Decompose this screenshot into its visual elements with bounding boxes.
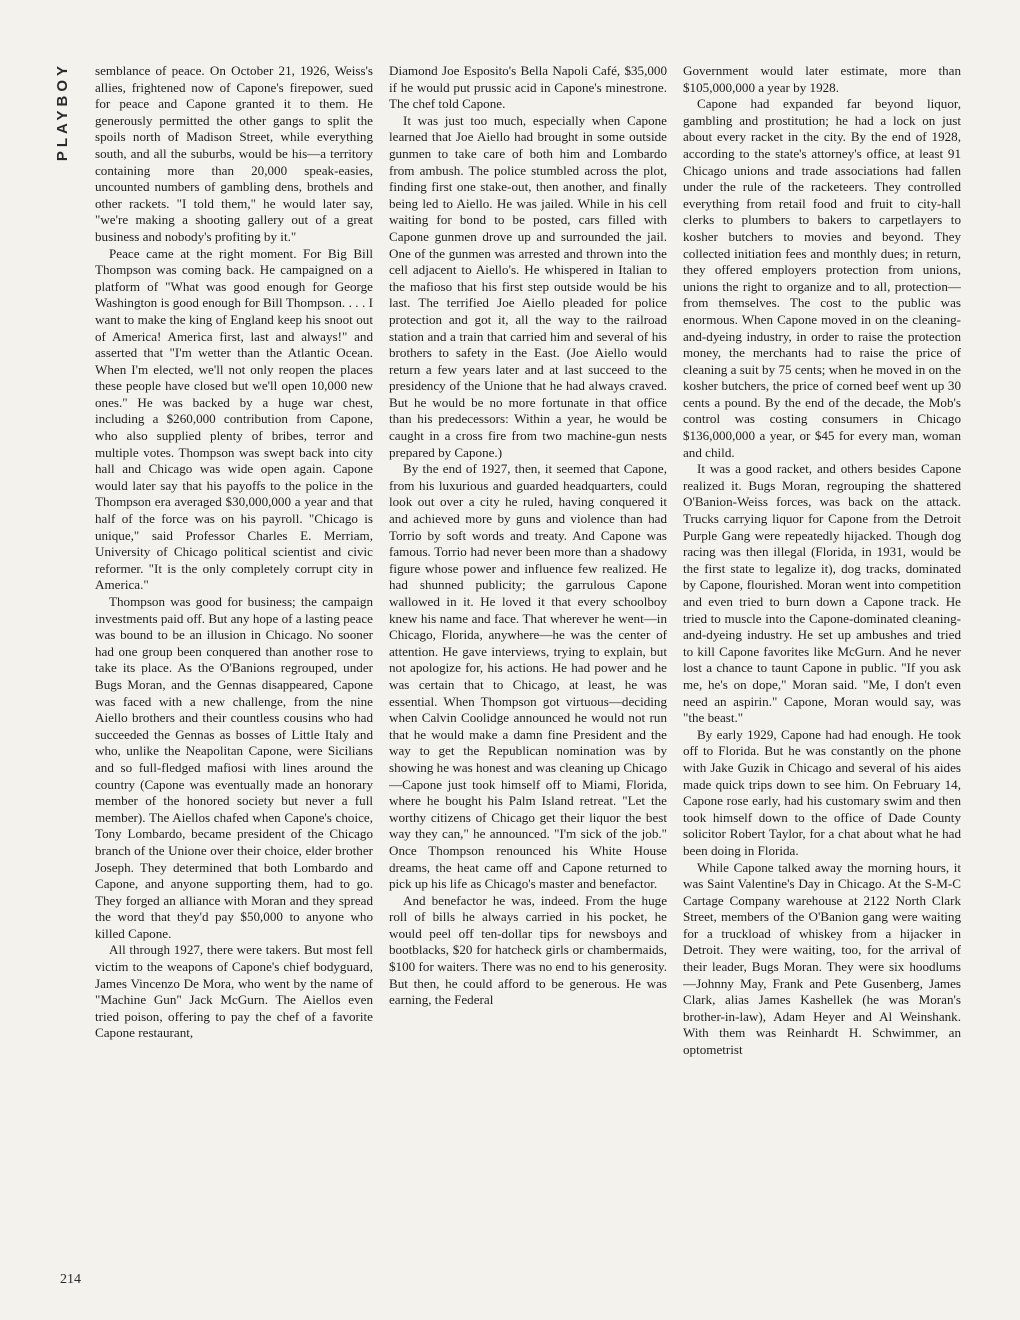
text-column-1: [95, 63, 373, 1278]
paragraph: By early 1929, Capone had had enough. He took off to Florida. But he was constantly on the phone with Jake Guzik in Chicago and several of his aides made quick trips down to see him. On February 14, Capone rose early, had his customary swim and then took himself down to the office of Dade County solicitor Robert Taylor, for a chat about what he had been doing in Florida.: [683, 726, 961, 858]
text-column-2: [389, 63, 667, 1278]
paragraph: By the end of 1927, then, it seemed that Capone, from his luxurious and guarded headquarters, could look out over a city he ruled, having conquered it and achieved more by guns and violence than had Torrio by soft words and treaty. And Capone was famous. Torrio had never been more than a shadowy figure whose power and influence few realized. He had shunned publicity; the garrulous Capone wallowed in it. He loved it that every schoolboy knew his name and face. That wherever he went—in Chicago, Florida, anywhere—he was the center of attention. He gave interviews, trying to explain, but not apologize for, his actions. He had power and he was certain that to Chicago, at least, he was essential. When Thompson got virtuous—deciding when Calvin Coolidge announced he would not run that he would make a damn fine President and the way to get the Republican nomination was by showing he was honest and was cleaning up Chicago—Capone just took himself off to Miami, Florida, where he bought his Palm Island retreat. "Let the worthy citizens of Chicago get their liquor the best way they can," he announced. "I'm sick of the job." Once Thompson renounced his White House dreams, the heat came off and Capone returned to pick up his life as Chicago's master and benefactor.: [389, 461, 667, 892]
paragraph: It was a good racket, and others besides Capone realized it. Bugs Moran, regrouping the shattered O'Banion-Weiss forces, was back on the attack. Trucks carrying liquor for Capone from the Detroit Purple Gang were repeatedly hijacked. Though dog racing was then illegal (Florida, in 1931, would be the first state to legalize it), dog tracks, dominated by Capone, flourished. Moran went into competition and even tried to burn down a Capone track. He tried to muscle into the Capone-dominated cleaning-and-dyeing industry. He set up ambushes and tried to kill Capone favorites like McGurn. And he never lost a chance to taunt Capone in public. "If you ask me, he's on dope," Moran said. "Me, I don't even need an aspirin." Capone, Moran would say, was "the beast.": [683, 461, 961, 726]
paragraph: Capone had expanded far beyond liquor, gambling and prostitution; he had a lock on just about every racket in the city. By the end of 1928, according to the state's attorney's office, at least 91 Chicago unions and trade associations had fallen under the rule of the racketeers. They controlled everything from retail food and fruit to city-hall clerks to plumbers to bakers to carpetlayers to kosher butchers to movies and beyond. They collected initiation fees and monthly dues; in return, they offered employers protection from unions, unions the right to organize and to all, protection—from themselves. The cost to the public was enormous. When Capone moved in on the cleaning-and-dyeing industry, in order to raise the protection money, the merchants had to raise the price of cleaning a suit by 75 cents; when he moved in on the kosher butchers, the price of corned beef went up 30 cents a pound. By the end of the decade, the Mob's control was costing consumers in Chicago $136,000,000 a year, or $45 for every man, woman and child.: [683, 96, 961, 460]
paragraph: Peace came at the right moment. For Big Bill Thompson was coming back. He campaigned on a platform of "What was good enough for George Washington is good enough for Bill Thompson. . . . I want to make the king of England keep his snoot out of America! America first, last and always!" and asserted that "I'm wetter than the Atlantic Ocean. When I'm elected, we'll not only reopen the places these people have closed but we'll open 10,000 new ones." He was backed by a huge war chest, including a $260,000 contribution from Capone, who also supplied plenty of bribes, terror and multiple votes. Thompson was swept back into city hall and Chicago was wide open again. Capone would later say that his payoffs to the police in the Thompson era averaged $30,000,000 a year and that half of the force was on his payroll. "Chicago is unique," said Professor Charles E. Merriam, University of Chicago political scientist and civic reformer. "It is the only completely corrupt city in America.": [95, 245, 373, 593]
paragraph: All through 1927, there were takers. But most fell victim to the weapons of Capone's chief bodyguard, James Vincenzo De Mora, who went by the name of "Machine Gun" Jack McGurn. The Aiellos even tried poison, offering to pay the chef of a favorite Capone restaurant,: [95, 942, 373, 1041]
paragraph: And benefactor he was, indeed. From the huge roll of bills he always carried in his pocket, he would peel off ten-dollar tips for newsboys and bootblacks, $20 for hatcheck girls or chambermaids, $100 for waiters. There was no end to his generosity. But then, he could afford to be generous. He was earning, the Federal: [389, 892, 667, 1008]
magazine-running-head: PLAYBOY: [54, 62, 71, 162]
paragraph: Government would later estimate, more than $105,000,000 a year by 1928.: [683, 63, 961, 95]
text-column-3: [683, 63, 961, 1278]
page-number: 214: [60, 1272, 81, 1287]
paragraph: It was just too much, especially when Capone learned that Joe Aiello had brought in some outside gunmen to take care of both him and Lombardo from ambush. The police stumbled across the plot, finding first one stake-out, then another, and finally being led to Aiello. He was jailed. While in his cell waiting for bond to be posted, cars filled with Capone gunmen drove up and surrounded the jail. One of the gunmen was arrested and thrown into the cell adjacent to Aiello's. He whispered in Italian to the mafioso that his first step outside would be his last. The terrified Joe Aiello pleaded for police protection and got it, all the way to the railroad station and a train that carried him and several of his brothers to safety in the East. (Joe Aiello would return a few years later and at last succeed to the presidency of the Unione that he had always craved. But he would be no more fortunate in that office than his predecessors: Within a year, he would be caught in a cross fire from two machine-gun nests prepared by Capone.): [389, 112, 667, 460]
paragraph: While Capone talked away the morning hours, it was Saint Valentine's Day in Chicago. At the S-M-C Cartage Company warehouse at 2122 North Clark Street, members of the O'Banion gang were waiting for a truckload of whiskey from a hijacker in Detroit. They were waiting, too, for the arrival of their leader, Bugs Moran. They were six hoodlums—Johnny May, Frank and Pete Gusenberg, James Clark, alias James Kashellek (he was Moran's brother-in-law), Adam Heyer and Al Weinshank. With them was Reinhardt H. Schwimmer, an optometrist: [683, 859, 961, 1058]
paragraph: Thompson was good for business; the campaign investments paid off. But any hope of a lasting peace was bound to be an illusion in Chicago. No sooner had one group been conquered than another rose to take its place. As the O'Banions regrouped, under Bugs Moran, and the Gennas disappeared, Capone was faced with a new challenge, from the nine Aiello brothers and their countless cousins who had succeeded the Gennas as bosses of Little Italy and who, unlike the Neapolitan Capone, were Sicilians and so full-fledged mafiosi with lines around the country (Capone was eventually made an honorary member of the honored society but never a full member). The Aiellos chafed when Capone's choice, Tony Lombardo, became president of the Chicago branch of the Unione over their choice, elder brother Joseph. They determined that both Lombardo and Capone, and anyone supporting them, had to go. They forged an alliance with Moran and they spread the word that they'd pay $50,000 to anyone who killed Capone.: [95, 594, 373, 941]
paragraph: semblance of peace. On October 21, 1926, Weiss's allies, frightened now of Capone's firepower, sued for peace and Capone granted it to them. He generously permitted the other gangs to split the spoils north of Madison Street, while everything south, and all the suburbs, would be his—a territory containing more than 20,000 speak-easies, uncounted numbers of gambling dens, brothels and other rackets. "I told them," he would later say, "we're making a shooting gallery out of a great business and nobody's profiting by it.": [95, 63, 373, 244]
paragraph: Diamond Joe Esposito's Bella Napoli Café, $35,000 if he would put prussic acid in Capone's minestrone. The chef told Capone.: [389, 63, 667, 112]
